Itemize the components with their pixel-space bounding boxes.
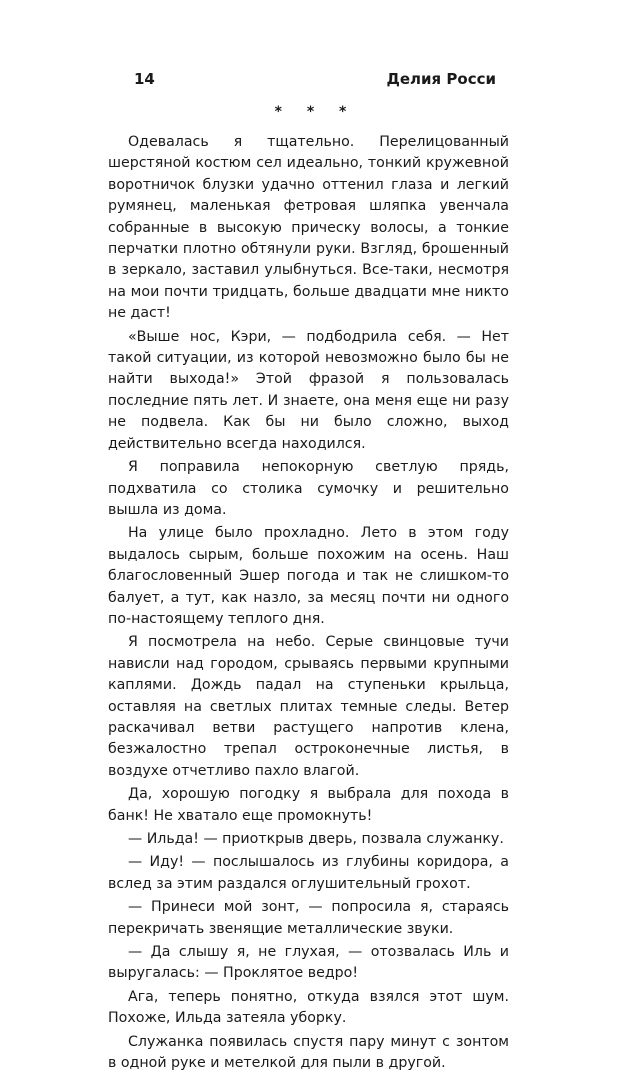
dialogue-line: — Иду! — послышалось из глубины коридора, а вслед за этим раздался оглушительный грохот. <box>108 854 509 892</box>
paragraph: Да, хорошую погодку я выбрала для похода в банк! Не хватало еще промокнуть! <box>108 786 509 824</box>
dialogue-line: — Ильда! — приоткрыв дверь, позвала служанку. <box>128 831 504 847</box>
dialogue-line: — Принеси мой зонт, — попросила я, стараясь перекричать звенящие металлические звуки. <box>108 899 509 937</box>
section-separator: * * * <box>274 104 357 120</box>
paragraph: Я посмотрела на небо. Серые свинцовые тучи нависли над городом, срываясь первыми крупными каплями. Дождь падал на ступеньки крыльца, оставляя на светлых плитах темные следы. Ветер раскачивал ветви растущего напротив клена, безжалостно трепал остроконечные листья, в воздухе отчетливо пахло влагой. <box>108 634 509 779</box>
page-number: 14 <box>134 70 155 88</box>
paragraph: Одевалась я тщательно. Перелицованный шерстяной костюм сел идеально, тонкий кружевной воротничок блузки удачно оттенил глаза и легкий румянец, маленькая фетровая шляпка увенчала собранные в высокую прическу волосы, а тонкие перчатки плотно обтянули руки. Взгляд, брошенный в зеркало, заставил улыбнуться. Все-таки, несмотря на мои почти тридцать, больше двадцати мне никто не даст! <box>108 134 509 322</box>
running-head-author: Делия Росси <box>386 70 496 88</box>
body-text <box>108 132 509 1076</box>
paragraph: Служанка появилась спустя пару минут с зонтом в одной руке и метелкой для пыли в другой. <box>108 1033 509 1072</box>
running-head <box>118 70 500 92</box>
paragraph: Я поправила непокорную светлую прядь, подхватила со столика сумочку и решительно вышла из дома. <box>108 459 509 518</box>
paragraph: Ага, теперь понятно, откуда взялся этот шум. Похоже, Ильда затеяла уборку. <box>108 988 509 1027</box>
paragraph: На улице было прохладно. Лето в этом году выдалось сырым, больше похожим на осень. Наш благословенный Эшер погода и так не слишком-то балует, а тут, как назло, за месяц почти ни одного по-настоящему теплого дня. <box>108 525 509 627</box>
dialogue-line: — Да слышу я, не глухая, — отозвалась Иль и выругалась: — Проклятое ведро! <box>108 944 509 982</box>
paragraph: «Выше нос, Кэри, — подбодрила себя. — Нет такой ситуации, из которой невозможно было бы не найти выхода!» Этой фразой я пользовалась последние пять лет. И знаете, она меня еще ни разу не подвела. Как бы ни было сложно, выход действительно всегда находился. <box>108 328 509 452</box>
